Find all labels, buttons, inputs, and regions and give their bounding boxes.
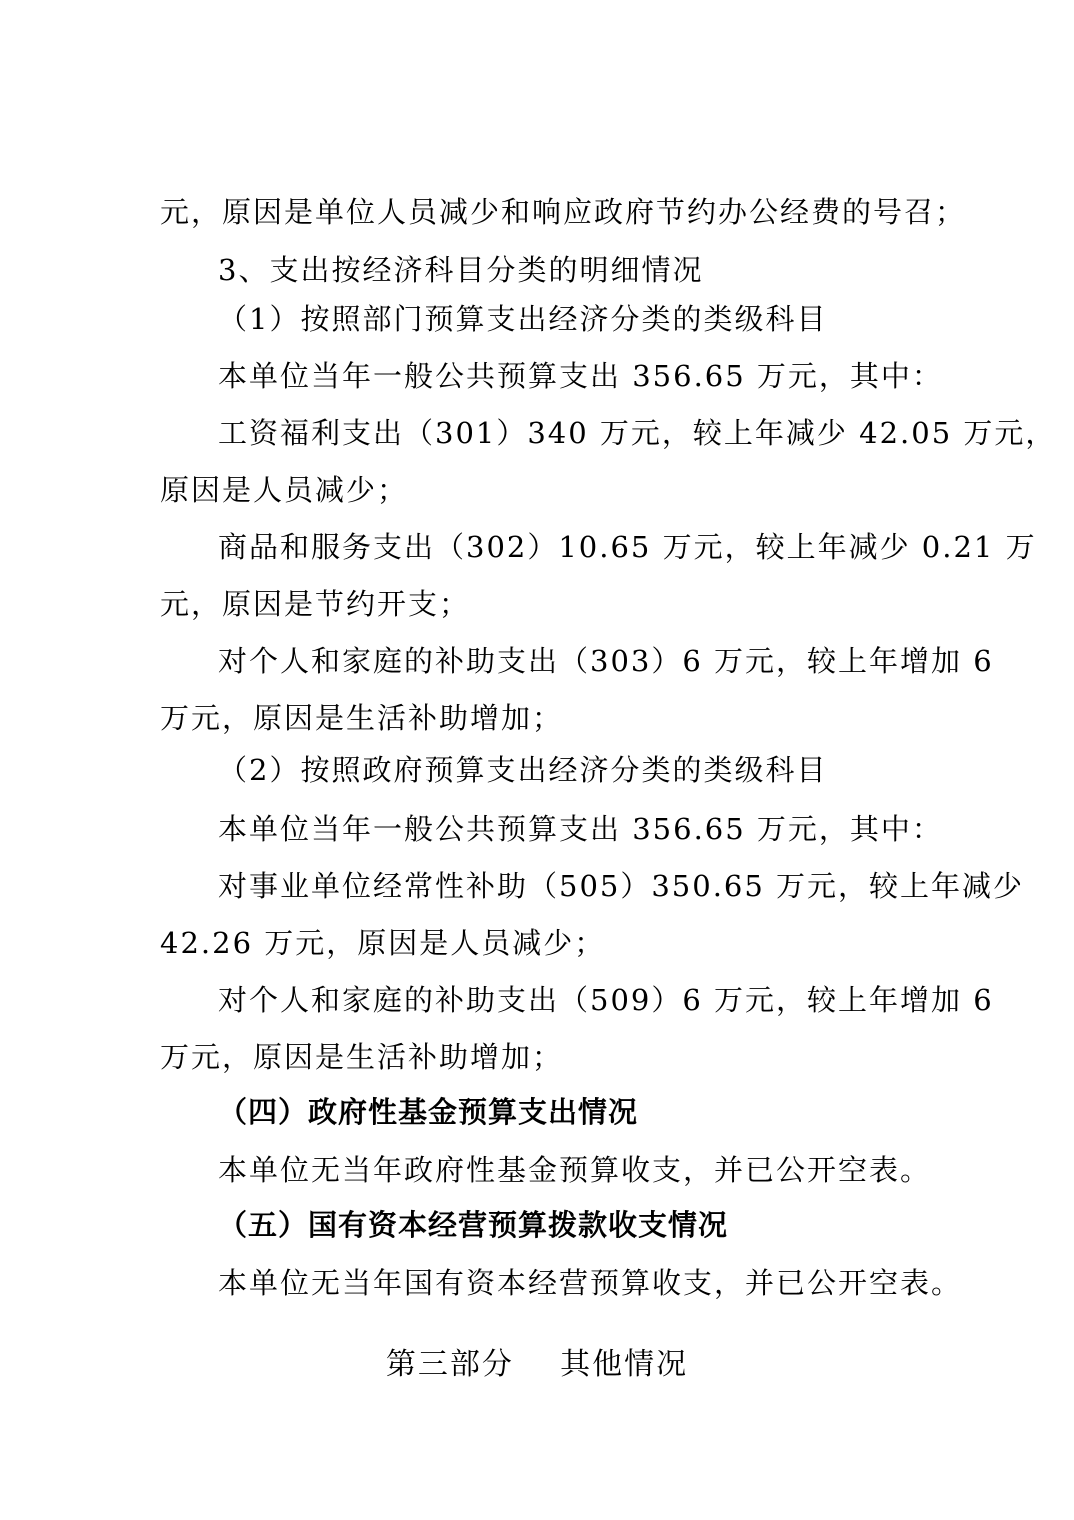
paragraph-line: 42.26 万元，原因是人员减少； (160, 926, 606, 960)
paragraph-line: 对事业单位经常性补助（505）350.65 万元，较上年减少 (218, 869, 1025, 903)
part-title: 第三部分 其他情况 (385, 1347, 689, 1382)
section-heading-4: （四）政府性基金预算支出情况 (218, 1095, 639, 1129)
paragraph-line: 工资福利支出（301）340 万元，较上年减少 42.05 万元， (218, 416, 1057, 450)
section-heading-5: （五）国有资本经营预算拨款收支情况 (218, 1208, 729, 1242)
paragraph-line: 万元，原因是生活补助增加； (160, 701, 564, 735)
paragraph-line: 本单位当年一般公共预算支出 356.65 万元，其中： (218, 812, 943, 846)
paragraph-line: 万元，原因是生活补助增加； (160, 1040, 564, 1074)
paragraph-line: 对个人和家庭的补助支出（303）6 万元，较上年增加 6 (218, 644, 994, 678)
section-heading-3: 3、支出按经济科目分类的明细情况 (218, 253, 704, 287)
paragraph-line: 元，原因是节约开支； (160, 587, 471, 621)
paragraph-line: 对个人和家庭的补助支出（509）6 万元，较上年增加 6 (218, 983, 994, 1017)
paragraph-line: 本单位无当年国有资本经营预算收支，并已公开空表。 (218, 1266, 963, 1300)
paragraph-line: 原因是人员减少； (160, 473, 409, 507)
paragraph-line: 本单位无当年政府性基金预算收支，并已公开空表。 (218, 1153, 932, 1187)
paragraph-line: 本单位当年一般公共预算支出 356.65 万元，其中： (218, 359, 943, 393)
paragraph-line: 商品和服务支出（302）10.65 万元，较上年减少 0.21 万 (218, 530, 1037, 564)
subsection-heading-2: （2）按照政府预算支出经济分类的类级科目 (218, 753, 828, 787)
subsection-heading-1: （1）按照部门预算支出经济分类的类级科目 (218, 302, 828, 336)
paragraph-line: 元，原因是单位人员减少和响应政府节约办公经费的号召； (160, 195, 967, 229)
